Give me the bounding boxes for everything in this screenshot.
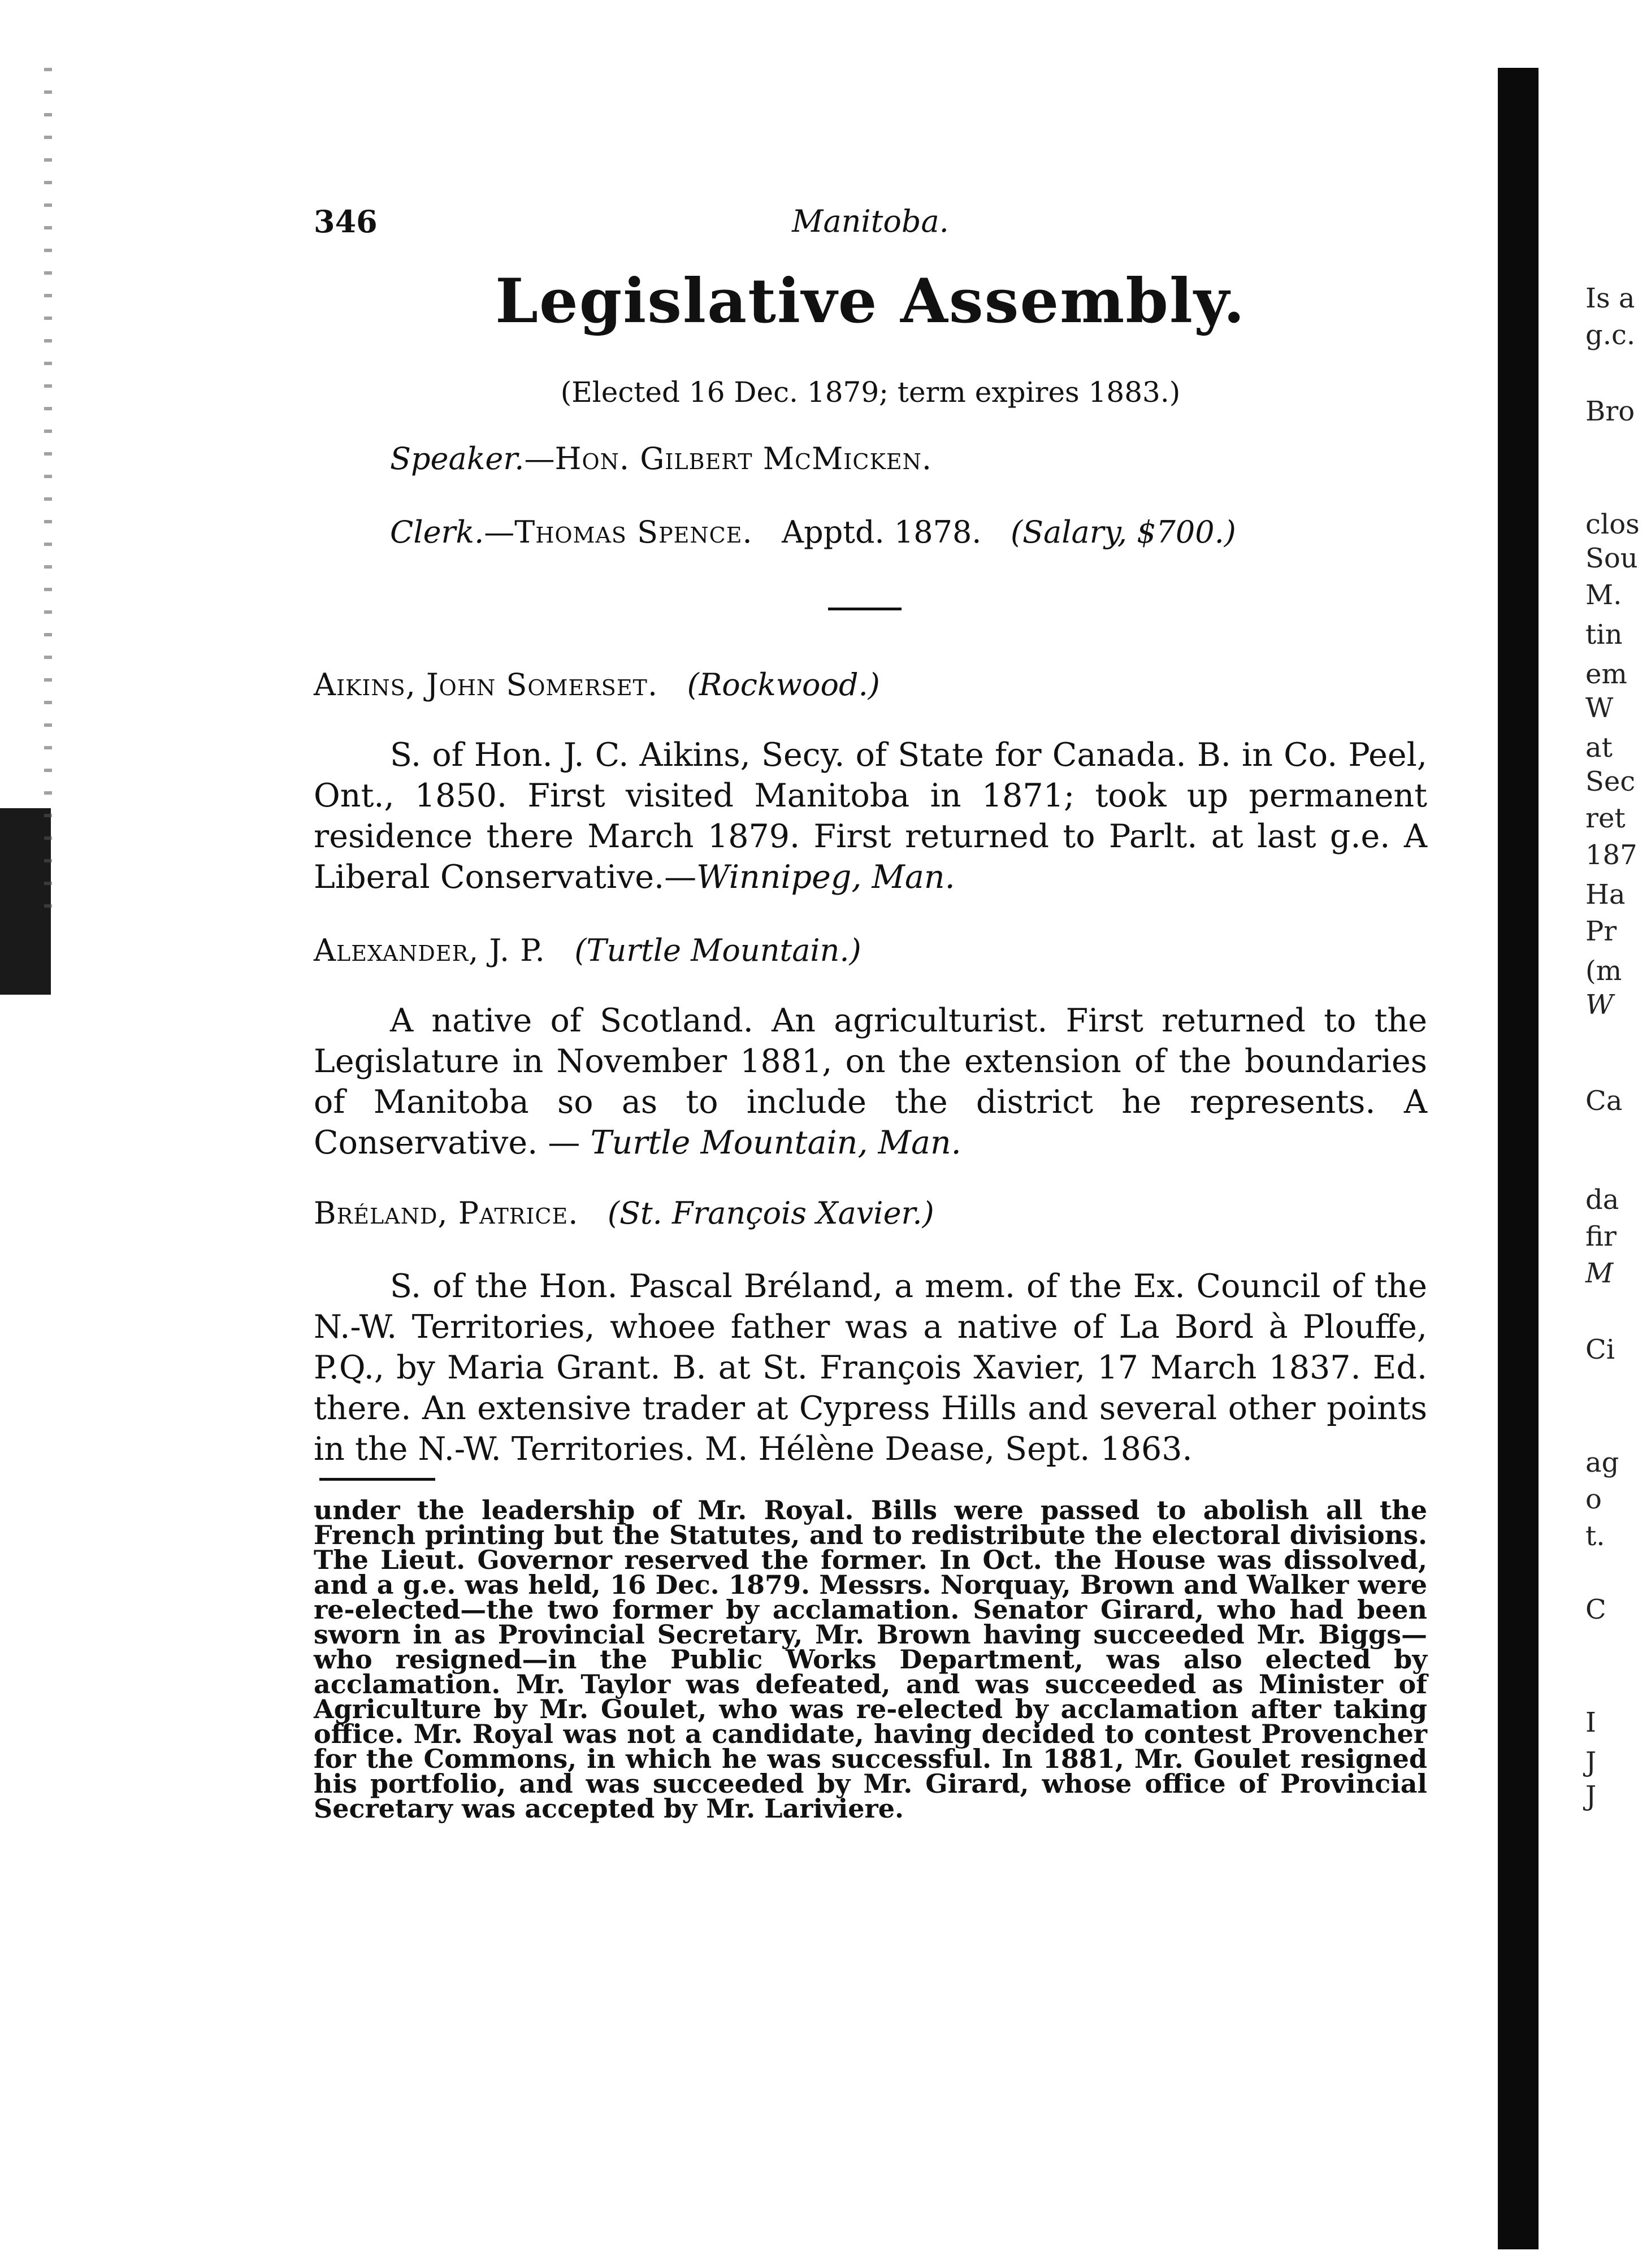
margin-fragment: tin bbox=[1585, 619, 1623, 651]
margin-fragment: em bbox=[1585, 658, 1627, 690]
margin-fragment: J bbox=[1585, 1780, 1597, 1812]
member-riding: (St. François Xavier.) bbox=[607, 1195, 934, 1231]
scan-edge-bar bbox=[1498, 68, 1539, 2249]
member-name: Bréland, Patrice. bbox=[314, 1195, 579, 1231]
section-rule bbox=[828, 608, 902, 610]
clerk-salary: (Salary, $700.) bbox=[1010, 514, 1236, 550]
margin-fragment: I bbox=[1585, 1707, 1596, 1738]
page-title: Legislative Assembly. bbox=[495, 266, 1246, 337]
margin-fragment: M bbox=[1585, 1257, 1614, 1289]
margin-fragment: Sec bbox=[1585, 766, 1636, 797]
margin-fragment: M. bbox=[1585, 579, 1622, 611]
margin-fragment: Ca bbox=[1585, 1085, 1623, 1117]
margin-fragment: Sou bbox=[1585, 543, 1638, 574]
speaker-line: Speaker.—Hon. Gilbert McMicken. bbox=[390, 441, 933, 476]
member-bio bbox=[314, 735, 1427, 897]
margin-fragment: clos bbox=[1585, 509, 1640, 540]
footnote-rule bbox=[319, 1478, 435, 1481]
margin-fragment: W bbox=[1585, 989, 1614, 1021]
margin-fragment: 187 bbox=[1585, 839, 1637, 871]
running-title: Manitoba. bbox=[792, 203, 949, 239]
bio-place: Winnipeg, Man. bbox=[696, 858, 955, 896]
margin-fragment: Bro bbox=[1585, 396, 1635, 427]
margin-fragment: ret bbox=[1585, 803, 1626, 834]
bio-place: Turtle Mountain, Man. bbox=[590, 1124, 961, 1161]
entry-heading bbox=[314, 1195, 934, 1231]
bio-text: A native of Scotland. An agriculturist. First returned to the Legislature in November 1881, on the extension of the boundaries of Manitoba so as to include the district he represents. A Conservative. — bbox=[314, 1002, 1427, 1161]
margin-fragment: g.c. bbox=[1585, 319, 1636, 351]
clerk-appointed: Apptd. 1878. bbox=[782, 514, 982, 550]
member-riding: (Turtle Mountain.) bbox=[574, 933, 861, 968]
election-note: (Elected 16 Dec. 1879; term expires 1883.) bbox=[560, 376, 1181, 409]
entry-heading bbox=[314, 667, 880, 702]
margin-fragment: Ci bbox=[1585, 1334, 1615, 1365]
clerk-name: Thomas Spence. bbox=[514, 514, 753, 550]
margin-fragment: Ha bbox=[1585, 879, 1626, 910]
scan-left-strip bbox=[0, 808, 51, 995]
margin-fragment: J bbox=[1585, 1746, 1597, 1778]
member-bio bbox=[314, 1266, 1427, 1469]
clerk-line: Clerk.—Thomas Spence. Apptd. 1878. (Salary, $700.) bbox=[390, 514, 1236, 550]
speaker-label: Speaker. bbox=[390, 441, 525, 476]
member-riding: (Rockwood.) bbox=[687, 667, 880, 702]
margin-fragment: da bbox=[1585, 1184, 1619, 1216]
margin-fragment: Is a bbox=[1585, 283, 1635, 314]
entry-heading bbox=[314, 933, 861, 968]
margin-fragment: W bbox=[1585, 692, 1614, 724]
margin-fragment: (m bbox=[1585, 955, 1622, 987]
margin-fragment: t. bbox=[1585, 1520, 1605, 1552]
margin-fragment: Pr bbox=[1585, 916, 1617, 947]
member-bio bbox=[314, 1000, 1427, 1163]
scan-left-speckle bbox=[44, 68, 52, 916]
clerk-label: Clerk. bbox=[390, 514, 484, 550]
footnote: under the leadership of Mr. Royal. Bills were passed to abolish all the French printing but the Statutes, and to redistribute the electoral divisions. The Lieut. Governor reserved the former. In Oct. the House was dissolved, and a g.e. was held, 16 Dec. 1879. Messrs. Norquay, Brown and Walker were re-elected—the two former by acclamation. Senator Girard, who had been sworn in as Provincial Secretary, Mr. Brown having succeeded Mr. Biggs—who resigned—in the Public Works Department, was also elected by acclamation. Mr. Taylor was defeated, and was succeeded as Minister of Agriculture by Mr. Goulet, who was re-elected by acclamation after taking office. Mr. Royal was not a candidate, having decided to contest Provencher for the Commons, in which he was successful. In 1881, Mr. Goulet resigned his portfolio, and was succeeded by Mr. Girard, whose office of Provincial Secretary was accepted by Mr. Lariviere. bbox=[314, 1495, 1427, 1824]
member-name: Aikins, John Somerset. bbox=[314, 667, 658, 702]
member-name: Alexander, J. P. bbox=[314, 933, 545, 968]
page-number: 346 bbox=[314, 203, 378, 240]
bio-text: S. of the Hon. Pascal Bréland, a mem. of the Ex. Council of the N.-W. Territories, whoee father was a native of La Bord à Plouffe, P.Q., by Maria Grant. B. at St. François Xavier, 17 March 1837. Ed. there. An extensive trader at Cypress Hills and several other points in the N.-W. Territories. M. Hélène Dease, Sept. 1863. bbox=[314, 1268, 1427, 1468]
bio-text: S. of Hon. J. C. Aikins, Secy. of State for Canada. B. in Co. Peel, Ont., 1850. First visited Manitoba in 1871; took up permanent residence there March 1879. First returned to Parlt. at last g.e. A Liberal Conservative.— bbox=[314, 736, 1427, 896]
speaker-name: Hon. Gilbert McMicken. bbox=[554, 441, 933, 476]
running-header bbox=[314, 203, 1427, 249]
margin-fragment: at bbox=[1585, 732, 1613, 764]
margin-fragment: o bbox=[1585, 1484, 1602, 1515]
margin-fragment: C bbox=[1585, 1594, 1606, 1625]
margin-fragment: fir bbox=[1585, 1221, 1617, 1252]
margin-fragment: ag bbox=[1585, 1447, 1619, 1478]
